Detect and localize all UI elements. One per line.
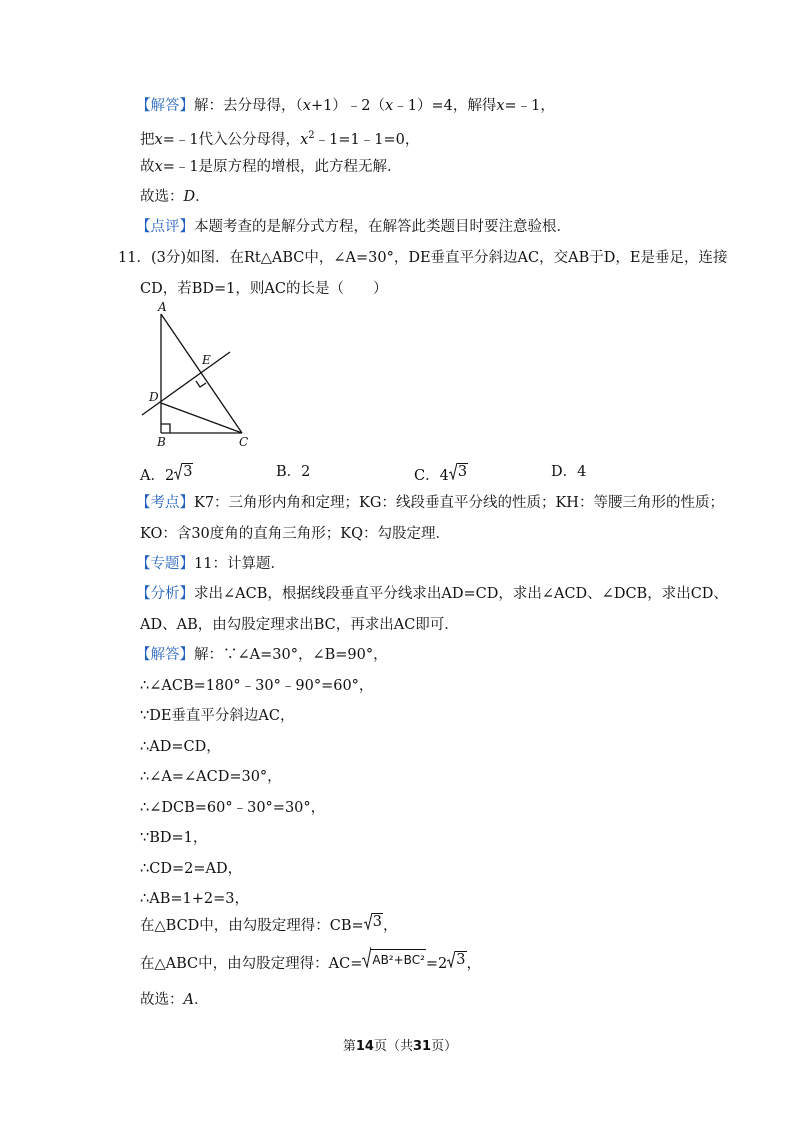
comment-tag: 【点评】 — [136, 219, 194, 235]
sqrt: 3 — [447, 950, 466, 968]
answer-step: ∵BD=1， — [140, 830, 208, 846]
answer-step: ∵DE垂直平分斜边AC， — [140, 708, 295, 724]
triangle-figure — [140, 300, 250, 450]
answer-step: ∴∠A=∠ACD=30°， — [140, 769, 282, 785]
final-answer: 故选：A． — [140, 992, 209, 1008]
kaodian-line-2: KO：含30度角的直角三角形；KQ：勾股定理． — [140, 526, 450, 542]
abc-line: 在△ABC中，由勾股定理得：AC= AB²+BC² =2 3 ， — [140, 946, 481, 977]
answer-step: ∴CD=2=AD， — [140, 861, 243, 877]
analysis-line-2: AD、AB，由勾股定理求出BC，再求出AC即可． — [140, 617, 459, 633]
q10-comment: 【点评】本题考查的是解分式方程，在解答此类题目时要注意验根． — [136, 219, 571, 235]
answer-step: ∴∠ACB=180°﹣30°﹣90°=60°， — [140, 678, 374, 694]
analysis-tag: 【分析】 — [136, 586, 194, 602]
label-a: A — [158, 300, 167, 314]
bcd-line: 在△BCD中，由勾股定理得：CB= 3 ， — [140, 914, 398, 934]
analysis-line-1: 【分析】求出∠ACB，根据线段垂直平分线求出AD=CD，求出∠ACD、∠DCB，求出CD、 — [136, 586, 728, 602]
label-c: C — [239, 435, 249, 449]
label-d: D — [149, 390, 159, 404]
q10-answer-line-2: 把x=﹣1代入公分母得，$x^2﹣1=1﹣1=0$， — [140, 130, 420, 148]
q11-stem-line-2: CD，若BD=1，则AC的长是（ ） — [140, 281, 388, 297]
sqrt: 3 — [449, 462, 468, 480]
answer-step: ∴AD=CD， — [140, 739, 221, 755]
q10-answer-line-1: 【解答】解：去分母得，（x+1）﹣2（x﹣1）=4，解得x=﹣1， — [136, 98, 555, 114]
q10-answer-line-4: 故选：D． — [140, 189, 210, 205]
page-total: 31 — [413, 1039, 432, 1054]
zhuanti-tag: 【专题】 — [136, 556, 194, 572]
answer-tag: 【解答】 — [136, 647, 194, 663]
choice-a: A．2 3 — [140, 464, 193, 484]
choice-b: B．2 — [276, 464, 311, 480]
q11-answer-line-0: 【解答】解：∵∠A=30°，∠B=90°， — [136, 647, 388, 663]
label-e: E — [202, 353, 211, 367]
sqrt: 3 — [364, 912, 383, 930]
label-b: B — [157, 435, 166, 449]
sqrt: 3 — [174, 462, 193, 480]
choice-c: C．4 3 — [414, 464, 468, 484]
kaodian-line-1: 【考点】K7：三角形内角和定理；KG：线段垂直平分线的性质；KH：等腰三角形的性质； — [136, 495, 724, 511]
answer-tag: 【解答】 — [136, 98, 194, 114]
kaodian-tag: 【考点】 — [136, 495, 194, 511]
choice-d: D．4 — [551, 464, 587, 480]
page-footer: 第14页（共31页） — [342, 1039, 458, 1054]
page-number: 14 — [355, 1039, 374, 1054]
q10-answer-line-3: 故x=﹣1是原方程的增根，此方程无解． — [140, 159, 402, 175]
q11-stem-line-1: 11．(3分)如图．在Rt△ABC中，∠A=30°，DE垂直平分斜边AC，交AB于D，E是垂足，连接 — [118, 250, 728, 266]
answer-step: ∴∠DCB=60°﹣30°=30°， — [140, 800, 326, 816]
zhuanti-line: 【专题】11：计算题． — [136, 556, 285, 572]
answer-step: ∴AB=1+2=3， — [140, 891, 249, 907]
sqrt: AB²+BC² — [362, 946, 426, 968]
